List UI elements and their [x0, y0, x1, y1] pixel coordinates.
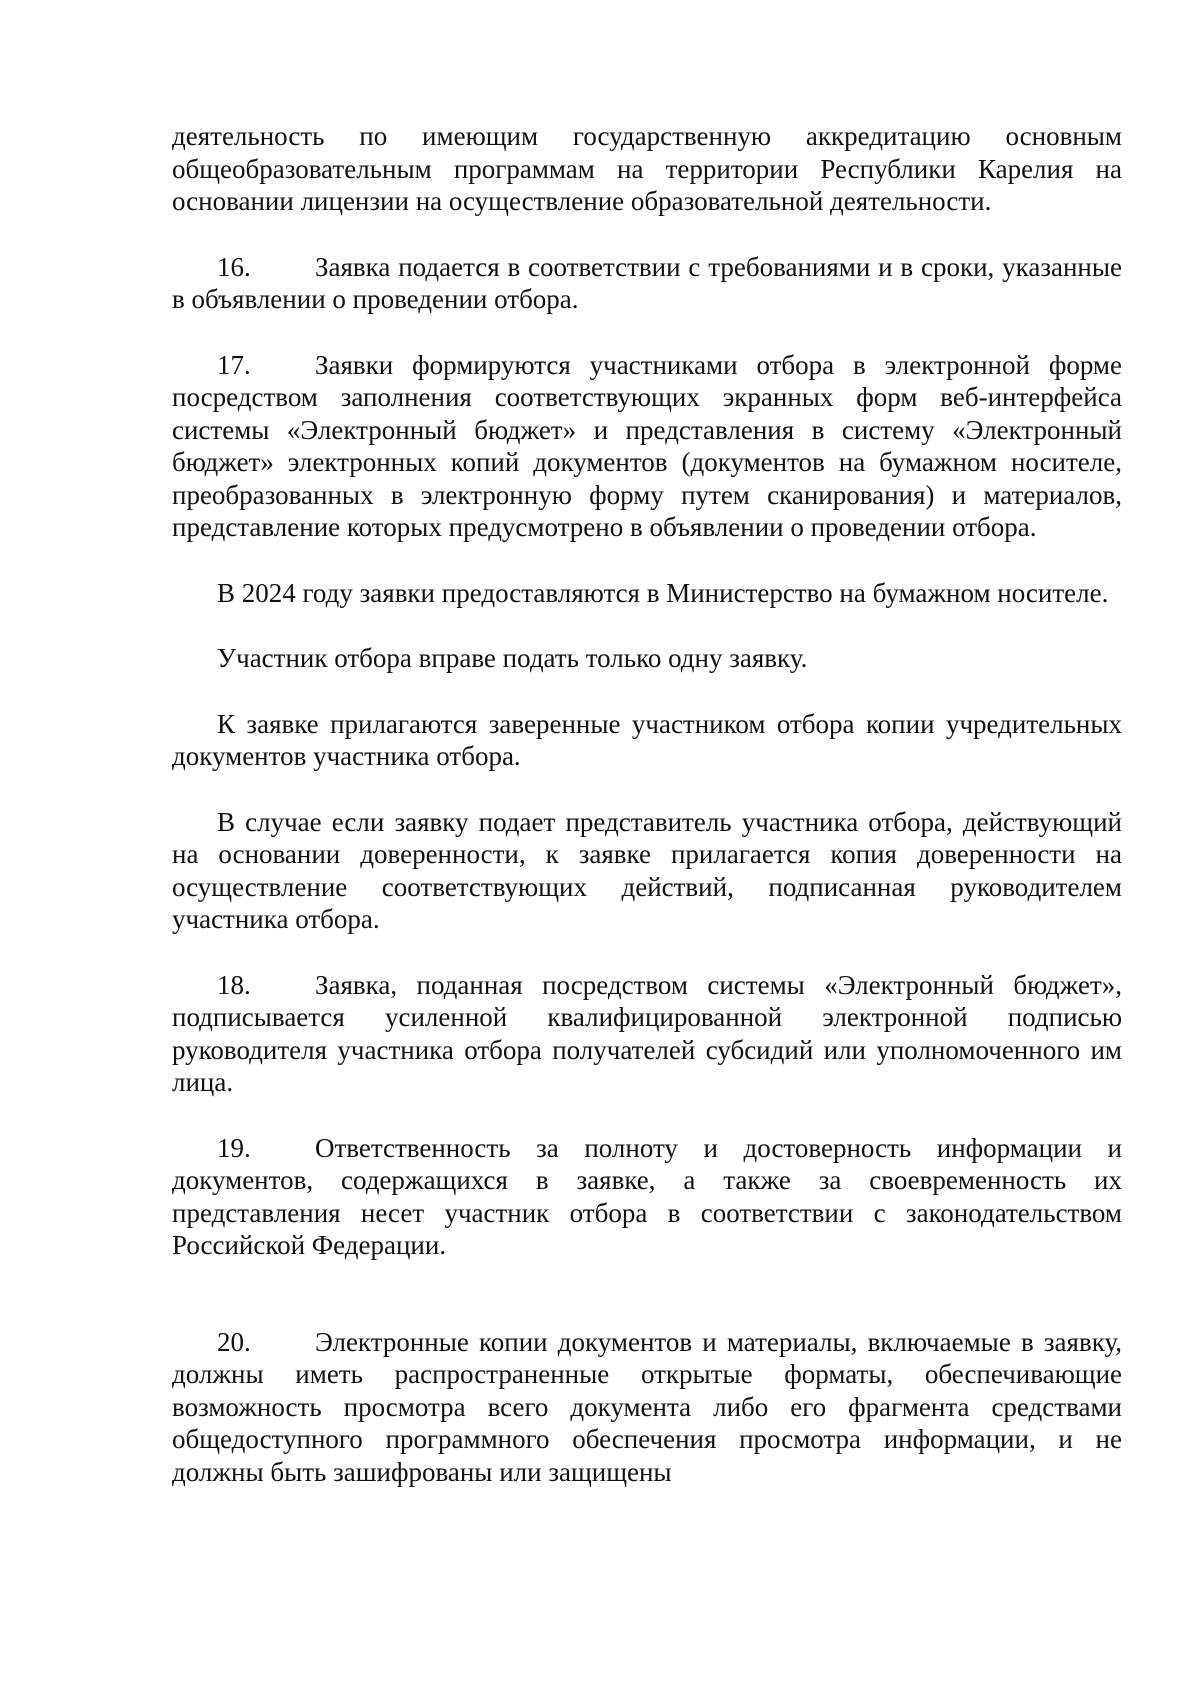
- paragraph-19: [172, 1132, 1122, 1262]
- paragraph-17-one-application: Участник отбора вправе подать только одну заявку.: [217, 643, 808, 673]
- paragraph-text: Ответственность за полноту и достоверность информации и документов, содержащихся в заявке, а также за своевременность их представления несет участник отбора в соответствии с законодательством Российской Федерации.: [172, 1132, 1122, 1260]
- paragraph-17-attachments: К заявке прилагаются заверенные участником отбора копии учредительных документов участника отбора.: [172, 708, 1122, 771]
- paragraph-20: [172, 1326, 1122, 1489]
- paragraph-17-representative: В случае если заявку подает представитель участника отбора, действующий на основании доверенности, к заявке прилагается копия доверенности на осуществление соответствующих действий, подписанная руководителем участника отбора.: [172, 806, 1122, 934]
- paragraph-16: [172, 251, 1122, 316]
- document-page: [172, 120, 1122, 1488]
- paragraph-text: Заявка подается в соответствии с требованиями и в сроки, указанные в объявлении о проведении отбора.: [172, 251, 1122, 314]
- blank-line: [172, 1295, 1122, 1326]
- paragraph-text: Заявка, поданная посредством системы «Электронный бюджет», подписывается усиленной квалифицированной электронной подписью руководителя участника отбора получателей субсидий или уполномоченного им лица.: [172, 969, 1122, 1097]
- paragraph-number: 17.: [217, 349, 251, 380]
- paragraph-text: Заявки формируются участниками отбора в электронной форме посредством заполнения соответствующих экранных форм веб-интерфейса системы «Электронный бюджет» и представления в систему «Электронный бюджет» электронных копий документов (документов на бумажном носителе, преобразованных в электронную форму путем сканирования) и материалов, представление которых предусмотрено в объявлении о проведении отбора.: [172, 349, 1122, 542]
- paragraph-number: 20.: [217, 1326, 251, 1357]
- paragraph-number: 19.: [217, 1132, 251, 1163]
- paragraph-continuation: деятельность по имеющим государственную аккредитацию основным общеобразовательным программам на территории Республики Карелия на основании лицензии на осуществление образовательной деятельности.: [172, 121, 1122, 216]
- paragraph-number: 18.: [217, 969, 251, 1000]
- paragraph-17-submission-2024: В 2024 году заявки предоставляются в Министерство на бумажном носителе.: [217, 577, 1109, 608]
- paragraph-17: [172, 349, 1122, 544]
- paragraph-18: [172, 969, 1122, 1099]
- paragraph-number: 16.: [217, 251, 251, 282]
- paragraph-text: Электронные копии документов и материалы, включаемые в заявку, должны иметь распространенные открытые форматы, обеспечивающие возможность просмотра всего документа либо его фрагмента средствами общедоступного программного обеспечения просмотра информации, и не должны быть зашифрованы или защищены: [172, 1326, 1122, 1487]
